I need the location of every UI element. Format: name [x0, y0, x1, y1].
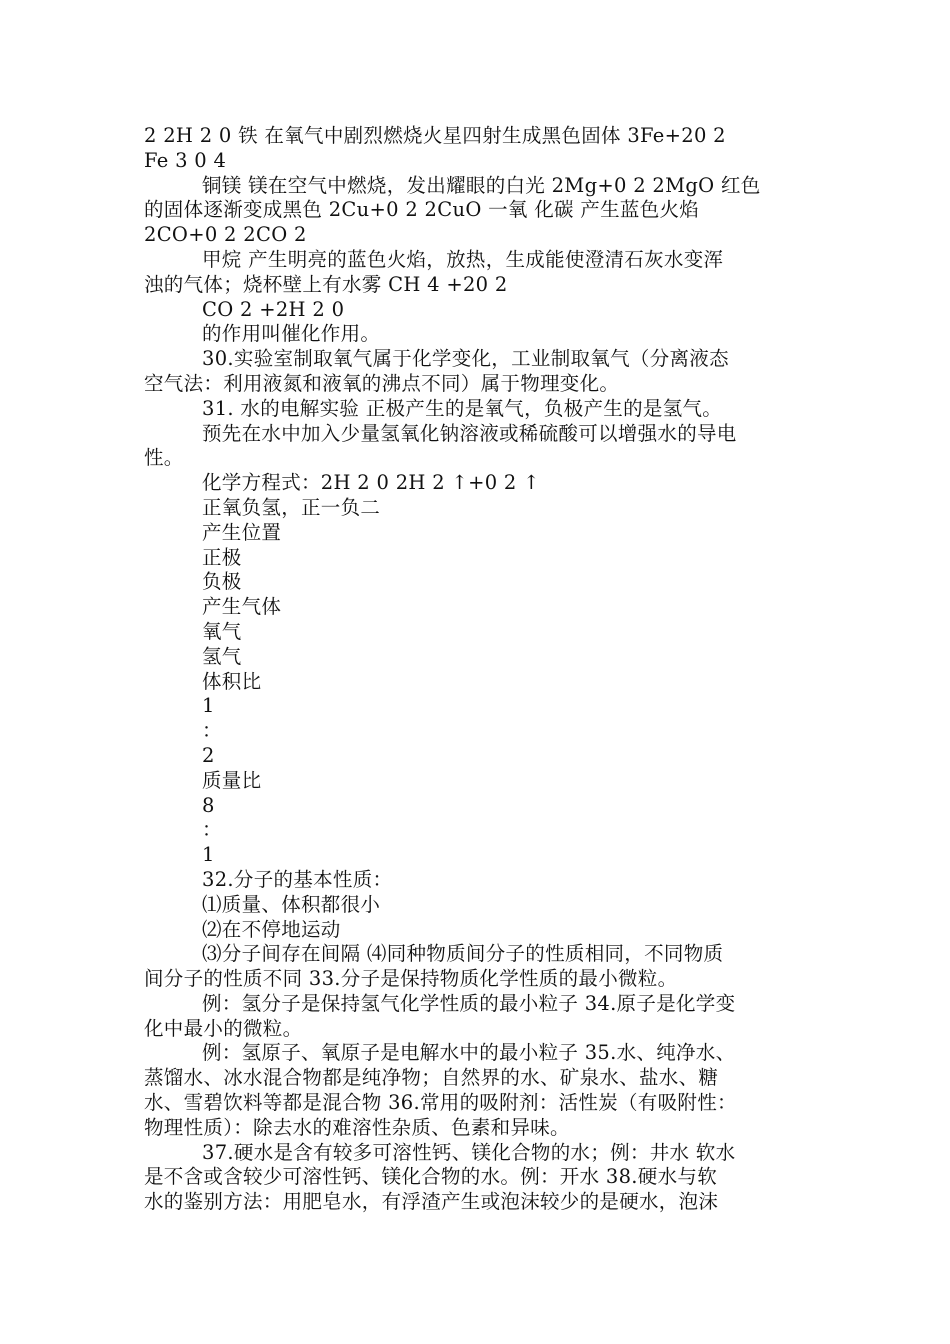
text-line: Fe 3 0 4 — [144, 148, 227, 172]
text-line: 浊的气体；烧杯壁上有水雾 CH 4 +20 2 — [144, 272, 508, 296]
text-line: 产生气体 — [202, 595, 282, 619]
text-line: 产生位置 — [202, 520, 282, 544]
text-line: CO 2 +2H 2 0 — [202, 297, 345, 321]
text-line: 的固体逐渐变成黑色 2Cu+0 2 2CuO 一氧 化碳 产生蓝色火焰 — [144, 198, 700, 222]
text-line: 例：氢分子是保持氢气化学性质的最小粒子 34.原子是化学变 — [202, 991, 736, 1015]
text-line: 空气法：利用液氮和液氧的沸点不同）属于物理变化。 — [144, 371, 620, 395]
text-line: ⑶分子间存在间隔 ⑷同种物质间分子的性质相同，不同物质 — [202, 942, 724, 966]
text-line: 铜镁 镁在空气中燃烧，发出耀眼的白光 2Mg+0 2 2MgO 红色 — [202, 173, 761, 197]
text-line: 水、雪碧饮料等都是混合物 36.常用的吸附剂：活性炭（有吸附性： — [144, 1091, 737, 1115]
text-line: 例：氢原子、氧原子是电解水中的最小粒子 35.水、纯净水、 — [202, 1041, 736, 1065]
text-line: 8 — [202, 793, 215, 817]
text-line: 间分子的性质不同 33.分子是保持物质化学性质的最小微粒。 — [144, 967, 678, 991]
text-line: 水的鉴别方法：用肥皂水，有浮渣产生或泡沫较少的是硬水，泡沫 — [144, 1190, 719, 1214]
text-line: 化中最小的微粒。 — [144, 1016, 303, 1040]
text-line: 化学方程式：2H 2 0 2H 2 ↑+0 2 ↑ — [202, 471, 540, 495]
text-line: 正氧负氢，正一负二 — [202, 495, 381, 519]
text-line: ： — [202, 818, 222, 842]
text-line: 氧气 — [202, 619, 242, 643]
text-line: 氢气 — [202, 644, 242, 668]
text-line: 2CO+0 2 2CO 2 — [144, 223, 307, 247]
text-line: 31. 水的电解实验 正极产生的是氧气，负极产生的是氢气。 — [202, 396, 723, 420]
text-line: ⑴质量、体积都很小 — [202, 892, 381, 916]
text-line: 性。 — [144, 446, 184, 470]
text-line: 甲烷 产生明亮的蓝色火焰，放热，生成能使澄清石灰水变浑 — [202, 247, 724, 271]
text-line: ⑵在不停地运动 — [202, 917, 341, 941]
text-line: 37.硬水是含有较多可溶性钙、镁化合物的水；例：井水 软水 — [202, 1140, 736, 1164]
text-line: 32.分子的基本性质： — [202, 867, 393, 891]
text-line: 30.实验室制取氧气属于化学变化，工业制取氧气（分离液态 — [202, 347, 729, 371]
text-line: 蒸馏水、冰水混合物都是纯净物；自然界的水、矿泉水、盐水、糖 — [144, 1066, 719, 1090]
text-line: 的作用叫催化作用。 — [202, 322, 381, 346]
text-line: 是不含或含较少可溶性钙、镁化合物的水。例：开水 38.硬水与软 — [144, 1165, 718, 1189]
text-line: 质量比 — [202, 768, 262, 792]
text-line: 体积比 — [202, 669, 262, 693]
text-line: 2 2H 2 0 铁 在氧气中剧烈燃烧火星四射生成黑色固体 3Fe+20 2 — [144, 124, 726, 147]
text-line: 物理性质）：除去水的难溶性杂质、色素和异味。 — [144, 1115, 570, 1139]
text-line: 2 — [202, 743, 215, 767]
text-line: ： — [202, 719, 222, 743]
text-line: 1 — [202, 694, 215, 718]
text-line: 正极 — [202, 545, 242, 569]
document-page — [144, 124, 816, 1215]
text-line: 预先在水中加入少量氢氧化钠溶液或稀硫酸可以增强水的导电 — [202, 421, 737, 445]
text-line: 负极 — [202, 570, 242, 594]
text-line: 1 — [202, 843, 215, 867]
